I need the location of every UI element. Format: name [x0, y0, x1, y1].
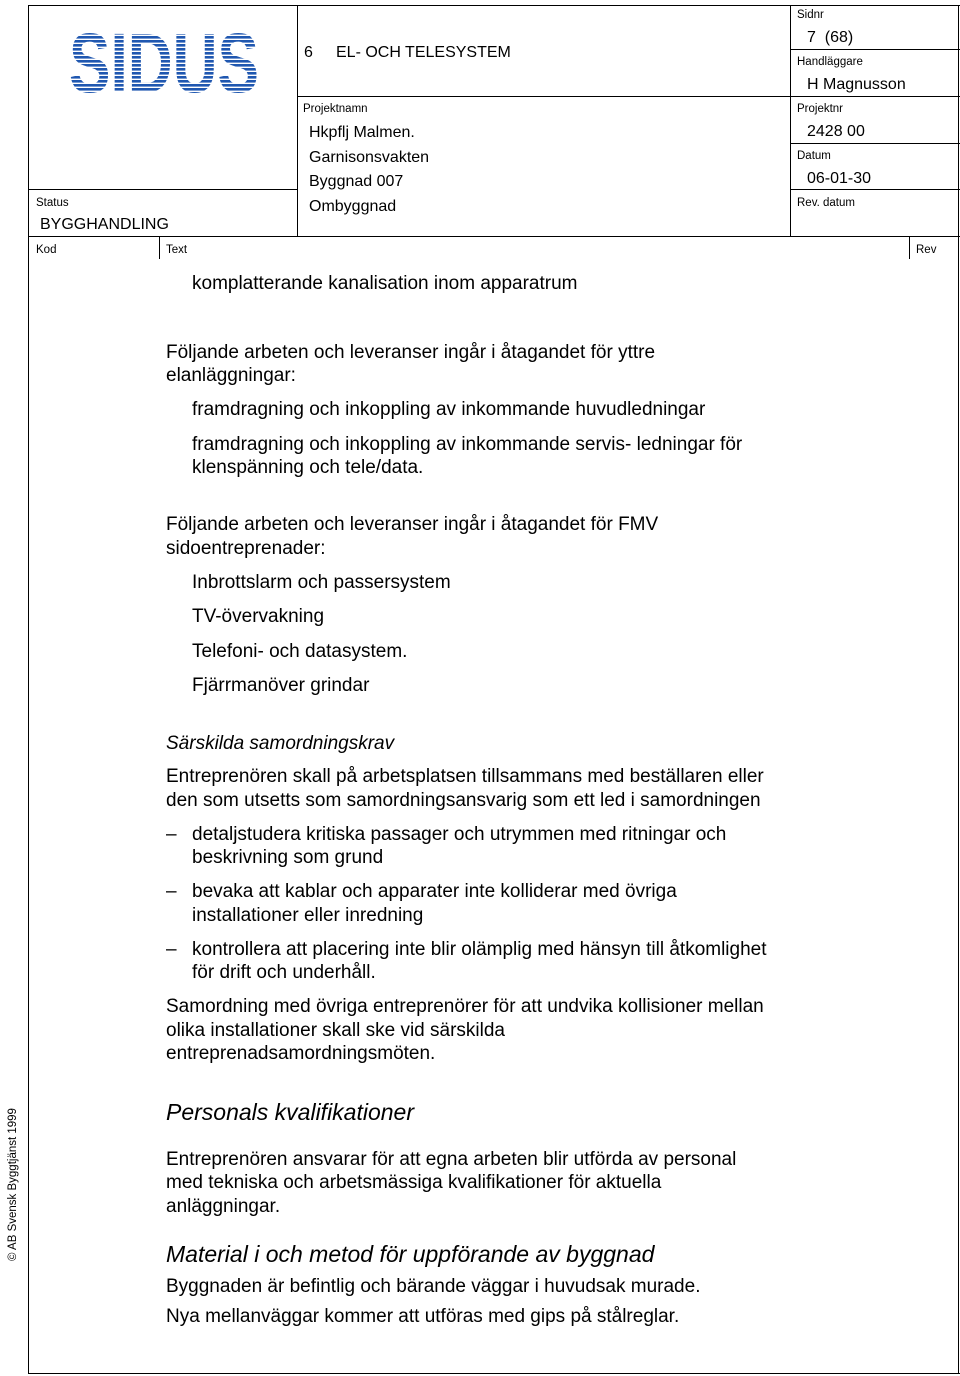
rev-divider: [909, 237, 910, 259]
list-item: Fjärrmanöver grindar: [192, 675, 370, 696]
status-value: BYGGHANDLING: [40, 216, 169, 233]
paragraph-4-line-3: entreprenadsamordningsmöten.: [166, 1043, 436, 1064]
list-item: TV-övervakning: [192, 606, 325, 627]
date-value: 06-01-30: [807, 170, 872, 187]
status-label: Status: [36, 197, 69, 209]
dash-bullet: –: [166, 824, 177, 845]
projektnr-line: [790, 143, 960, 144]
list-item: Inbrottslarm och passersystem: [192, 572, 451, 593]
list-item: framdragning och inkoppling av inkommande servis- ledningar för: [192, 434, 743, 455]
paragraph-5-line-3: anläggningar.: [166, 1196, 281, 1217]
page-value: 7 (68): [807, 29, 854, 46]
paragraph-6-line-2: Nya mellanväggar kommer att utföras med gips på stålreglar.: [166, 1306, 680, 1327]
page-label: Sidnr: [797, 9, 824, 21]
status-line: [28, 189, 297, 190]
handler-label: Handläggare: [797, 56, 863, 68]
dash-bullet: –: [166, 881, 177, 902]
paragraph-4-line-1: Samordning med övriga entreprenörer för att undvika kollisioner mellan: [166, 996, 764, 1017]
paragraph-1-line-1: Följande arbeten och leveranser ingår i åtagandet för yttre: [166, 342, 656, 363]
paragraph-3-line-1: Entreprenören skall på arbetsplatsen tillsammans med beställaren eller: [166, 766, 764, 787]
paragraph-2-line-1: Följande arbeten och leveranser ingår i åtagandet för FMV: [166, 514, 659, 535]
column-rev: Rev: [916, 244, 937, 256]
dash-item: bevaka att kablar och apparater inte kolliderar med övriga: [192, 881, 677, 902]
svg-text:SIDUS: SIDUS: [69, 28, 259, 96]
header-divider-1: [297, 5, 298, 237]
heading-material-och-metod: Material i och metod för uppförande av byggnad: [166, 1241, 655, 1267]
paragraph-2-line-2: sidoentreprenader:: [166, 538, 326, 559]
dash-item-continued: för drift och underhåll.: [192, 962, 376, 983]
frame-right: [958, 5, 959, 1374]
project-no-label: Projektnr: [797, 103, 844, 115]
section-title: EL- OCH TELESYSTEM: [336, 44, 511, 61]
project-name-line-1: Hkpflj Malmen.: [309, 124, 415, 141]
header-bottom-line: [28, 236, 960, 237]
project-name-label: Projektnamn: [303, 103, 368, 115]
intro-line: komplatterande kanalisation inom apparatrum: [192, 273, 578, 294]
dash-item-continued: beskrivning som grund: [192, 847, 384, 868]
sidus-logo: [68, 28, 260, 96]
list-item-continued: klenspänning och tele/data.: [192, 457, 424, 478]
project-name-line-3: Byggnad 007: [309, 173, 404, 190]
section-number: 6: [304, 44, 313, 61]
paragraph-1-line-2: elanläggningar:: [166, 365, 296, 386]
dash-bullet: –: [166, 939, 177, 960]
project-no-value: 2428 00: [807, 123, 865, 140]
header-divider-2: [790, 5, 791, 237]
project-name-line-2: Garnisonsvakten: [309, 149, 430, 166]
paragraph-4-line-2: olika installationer skall ske vid särskilda: [166, 1020, 505, 1041]
paragraph-5-line-1: Entreprenören ansvarar för att egna arbeten blir utförda av personal: [166, 1149, 737, 1170]
column-kod: Kod: [36, 244, 57, 256]
paragraph-5-line-2: med tekniska och arbetsmässiga kvalifikationer för aktuella: [166, 1172, 662, 1193]
paragraph-3-line-2: den som utsetts som samordningsansvarig som ett led i samordningen: [166, 790, 761, 811]
heading-personals-kvalifikationer: Personals kvalifikationer: [166, 1099, 415, 1125]
datum-line: [790, 189, 960, 190]
sidnr-line: [790, 49, 960, 50]
heading-samordningskrav: Särskilda samordningskrav: [166, 733, 395, 754]
frame-bottom: [28, 1373, 960, 1374]
list-item: Telefoni- och datasystem.: [192, 641, 408, 662]
dash-item: detaljstudera kritiska passager och utrymmen med ritningar och: [192, 824, 727, 845]
dash-item-continued: installationer eller inredning: [192, 905, 424, 926]
kod-divider: [159, 237, 160, 259]
paragraph-6-line-1: Byggnaden är befintlig och bärande väggar i huvudsak murade.: [166, 1276, 701, 1297]
copyright-credit: © AB Svensk Byggtjänst 1999: [7, 1108, 19, 1261]
frame-left: [28, 5, 29, 1374]
column-text: Text: [166, 244, 188, 256]
date-label: Datum: [797, 150, 831, 162]
rev-date-label: Rev. datum: [797, 197, 855, 209]
dash-item: kontrollera att placering inte blir olämplig med hänsyn till åtkomlighet: [192, 939, 767, 960]
handler-line: [790, 96, 960, 97]
handler-value: H Magnusson: [807, 76, 906, 93]
list-item: framdragning och inkoppling av inkommande huvudledningar: [192, 399, 706, 420]
project-name-line-4: Ombyggnad: [309, 198, 397, 215]
frame-top: [28, 5, 960, 6]
